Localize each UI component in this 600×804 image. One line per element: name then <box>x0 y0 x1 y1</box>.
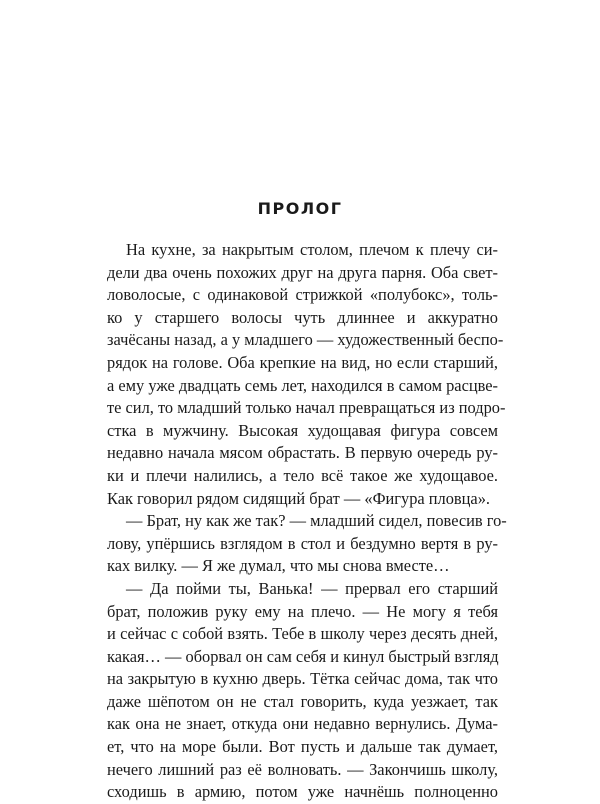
text-line: какая… — оборвал он сам себя и кинул быстрый взгляд <box>107 646 499 666</box>
text-line: дели два очень похожих друг на друга парня. Оба свет- <box>107 262 498 282</box>
text-line: сходишь в армию, потом уже начнёшь полноценно <box>107 782 498 802</box>
text-line: — Да пойми ты, Ванька! — прервал его старший <box>126 578 498 598</box>
text-line: ки и плечи налились, а тело всё такое же худощавое. <box>107 465 498 485</box>
text-line: на закрытую в кухню дверь. Тётка сейчас дома, так что <box>107 669 498 689</box>
text-line: брат, положив руку ему на плечо. — Не могу я тебя <box>107 601 498 621</box>
text-line: — Брат, ну как же так? — младший сидел, повесив го- <box>126 511 507 531</box>
text-line: ках вилку. — Я же думал, что мы снова вместе… <box>107 556 450 576</box>
text-line: На кухне, за накрытым столом, плечом к плечу си- <box>126 240 498 259</box>
text-line: даже шёпотом он не стал говорить, куда уезжает, так <box>107 691 498 711</box>
text-line: Как говорил рядом сидящий брат — «Фигура пловца». <box>107 488 491 508</box>
text-line: зачёсаны назад, а у младшего — художественный беспо- <box>107 330 504 350</box>
text-line: ет, что на море были. Вот пусть и дальше так думает, <box>107 737 498 757</box>
text-line: стка в мужчину. Высокая худощавая фигура совсем <box>107 420 498 440</box>
text-line: ко у старшего волосы чуть длиннее и аккуратно <box>107 307 498 327</box>
text-line: недавно начала мясом обрастать. В первую очередь ру- <box>107 443 498 463</box>
text-line: а ему уже двадцать семь лет, находился в самом расцве- <box>107 375 498 395</box>
text-line: те сил, то младший только начал превращаться из подро- <box>107 398 506 418</box>
text-line: нечего лишний раз её волновать. — Закончишь школу, <box>107 759 498 779</box>
text-line: лову, упёршись взглядом в стол и бездумно вертя в ру- <box>107 533 498 553</box>
body-text <box>107 239 507 804</box>
text-line: рядок на голове. Оба крепкие на вид, но если старший, <box>107 352 498 372</box>
text-line: и сейчас с собой взять. Тебе в школу через десять дней, <box>107 624 498 644</box>
text-line: как она не знает, откуда они недавно вернулись. Дума- <box>107 714 498 734</box>
text-line: ловолосые, с одинаковой стрижкой «полубокс», толь- <box>107 285 498 305</box>
chapter-title: ПРОЛОГ <box>257 199 343 218</box>
